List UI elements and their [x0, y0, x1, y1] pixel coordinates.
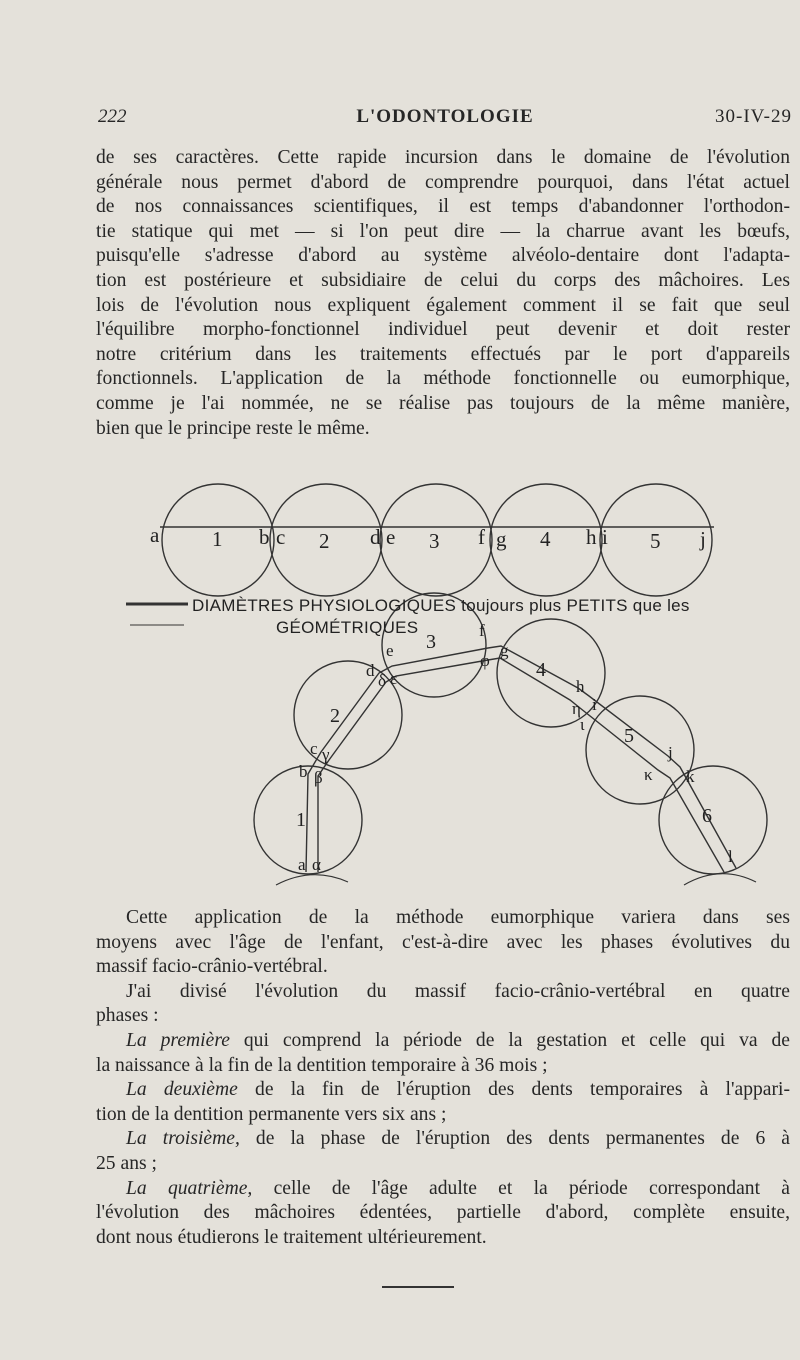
page-number: 222: [98, 106, 127, 127]
arch-circle-6: [659, 766, 767, 874]
arch-label-epsilon: ε: [390, 669, 398, 688]
arch-label-eta: η: [572, 699, 581, 718]
text-line: [96, 980, 790, 1005]
phase-name: La deuxième: [126, 1079, 238, 1101]
legend-line-1: DIAMÈTRES PHYSIOLOGIQUES toujours plus PETITS que les: [192, 596, 690, 615]
legend-line-2: GÉOMÉTRIQUES: [276, 618, 419, 637]
text-line: tion est postérieure et subsidiaire de celui du corps des mâchoires. Les: [96, 269, 790, 291]
arch-label-kappa: κ: [644, 765, 653, 784]
top-label-3: 3: [429, 529, 440, 553]
text-line: lois de l'évolution nous expliquent également comment il se fait que seul: [96, 294, 790, 316]
text-line: [96, 1127, 790, 1152]
top-label-1: 1: [212, 527, 223, 551]
text-line: [96, 1004, 790, 1029]
journal-title: L'ODONTOLOGIE: [356, 106, 534, 127]
arch-label-beta: β: [314, 768, 323, 787]
text-line: fonctionnels. L'application de la méthode fonctionnelle ou eumorphique,: [96, 368, 790, 390]
top-label-f: f: [478, 525, 485, 549]
text-run: J'ai divisé l'évolution du massif facio-crânio-vertébral en quatre: [126, 980, 790, 1002]
section-end-rule: [382, 1286, 454, 1288]
phase-name: La quatrième,: [126, 1177, 253, 1199]
text-run: dont nous étudierons le traitement ultérieurement.: [96, 1226, 487, 1248]
top-label-4: 4: [540, 527, 551, 551]
top-label-j: j: [700, 527, 706, 551]
running-header: [98, 106, 792, 136]
top-label-d: d: [370, 525, 381, 549]
text-run: moyens avec l'âge de l'enfant, c'est-à-dire avec les phases évolutives du: [96, 931, 790, 953]
text-run: qui comprend la période de la gestation et celle qui va de: [229, 1029, 790, 1051]
arch-label-d: d: [366, 661, 375, 680]
arch-label-f: f: [479, 621, 485, 640]
arch-label-iota: ι: [580, 715, 585, 734]
text-run: massif facio-crânio-vertébral.: [96, 956, 328, 978]
arch-label-i: i: [592, 695, 597, 714]
text-run: l'évolution des mâchoires édentées, partielle d'abord, complète ensuite,: [96, 1202, 790, 1224]
top-label-e: e: [386, 525, 396, 549]
top-label-5: 5: [650, 529, 661, 553]
text-line: [96, 931, 790, 956]
text-run: la naissance à la fin de la dentition temporaire à 36 mois ;: [96, 1054, 548, 1076]
text-run: phases :: [96, 1005, 159, 1027]
text-line: [96, 955, 790, 980]
text-line: [96, 1201, 790, 1226]
text-line: [96, 1226, 790, 1251]
arch-label-b: b: [299, 762, 308, 781]
arch-label-j: j: [668, 743, 673, 762]
arch-label-e: e: [386, 641, 394, 660]
text-run: 25 ans ;: [96, 1152, 157, 1174]
text-line: tie statique qui met — si l'on peut dire — la charrue avant les bœufs,: [96, 220, 790, 242]
text-line: [96, 1054, 790, 1079]
text-line: [96, 1103, 790, 1128]
text-line: bien que le principe reste le même.: [96, 417, 370, 439]
text-line: puisqu'elle s'adresse d'abord au système alvéolo-dentaire dont l'adapta-: [96, 245, 790, 267]
arch-label-delta: δ: [378, 671, 387, 690]
text-run: tion de la dentition permanente vers six ans ;: [96, 1103, 447, 1125]
text-line: comme je l'ai nommée, ne se réalise pas toujours de la même manière,: [96, 392, 790, 414]
phase-name: La première: [126, 1029, 230, 1051]
arch-label-h: h: [576, 677, 585, 696]
arch-number-3: 3: [426, 631, 436, 653]
text-line: de ses caractères. Cette rapide incursion dans le domaine de l'évolution: [96, 147, 790, 168]
top-label-h: h: [586, 525, 597, 549]
arch-label-a: a: [298, 855, 306, 874]
text-line: générale nous permet d'abord de comprendre pourquoi, dans l'état actuel: [96, 171, 790, 193]
arch-number-2: 2: [330, 705, 340, 727]
arch-circle-5: [586, 696, 694, 804]
text-line: l'équilibre morpho-fonctionnel individuel peut devenir et doit rester: [96, 319, 790, 341]
arch-label-phi: φ: [480, 651, 490, 670]
text-line: [96, 906, 790, 931]
arch-label-alpha: α: [312, 855, 321, 874]
arch-label-l: l: [728, 847, 733, 866]
text-line: de nos connaissances scientifiques, il est temps d'abandonner l'orthodon-: [96, 196, 790, 218]
arch-diagram: [96, 470, 790, 890]
text-run: celle de l'âge adulte et la période correspondant à: [252, 1177, 790, 1199]
arch-number-5: 5: [624, 725, 634, 747]
arch-label-k: k: [686, 767, 695, 786]
phase-name: La troisième,: [126, 1128, 240, 1150]
text-line: [96, 1078, 790, 1103]
text-run: Cette application de la méthode eumorphique variera dans ses: [126, 907, 790, 928]
top-label-a: a: [150, 523, 160, 547]
top-label-b: b: [259, 525, 270, 549]
top-label-2: 2: [319, 529, 330, 553]
text-line: notre critérium dans les traitements effectués par le port d'appareils: [96, 343, 790, 365]
top-label-i: i: [602, 525, 608, 549]
text-line: [96, 1152, 790, 1177]
arch-number-1: 1: [296, 809, 306, 831]
arch-label-c: c: [310, 739, 318, 758]
top-label-g: g: [496, 527, 507, 551]
issue-date: 30-IV-29: [715, 106, 792, 127]
paragraph-evolution: [96, 146, 790, 441]
arch-label-gamma: γ: [322, 745, 330, 764]
top-label-c: c: [276, 525, 286, 549]
text-run: de la phase de l'éruption des dents permanentes de 6 à: [239, 1128, 790, 1150]
text-line: [96, 1029, 790, 1054]
arch-number-6: 6: [702, 805, 712, 827]
paragraph-phases: [96, 906, 790, 1250]
arch-label-g: g: [500, 641, 509, 660]
text-run: de la fin de l'éruption des dents temporaires à l'appari-: [237, 1079, 790, 1101]
arch-number-4: 4: [536, 659, 546, 681]
text-line: [96, 1177, 790, 1202]
